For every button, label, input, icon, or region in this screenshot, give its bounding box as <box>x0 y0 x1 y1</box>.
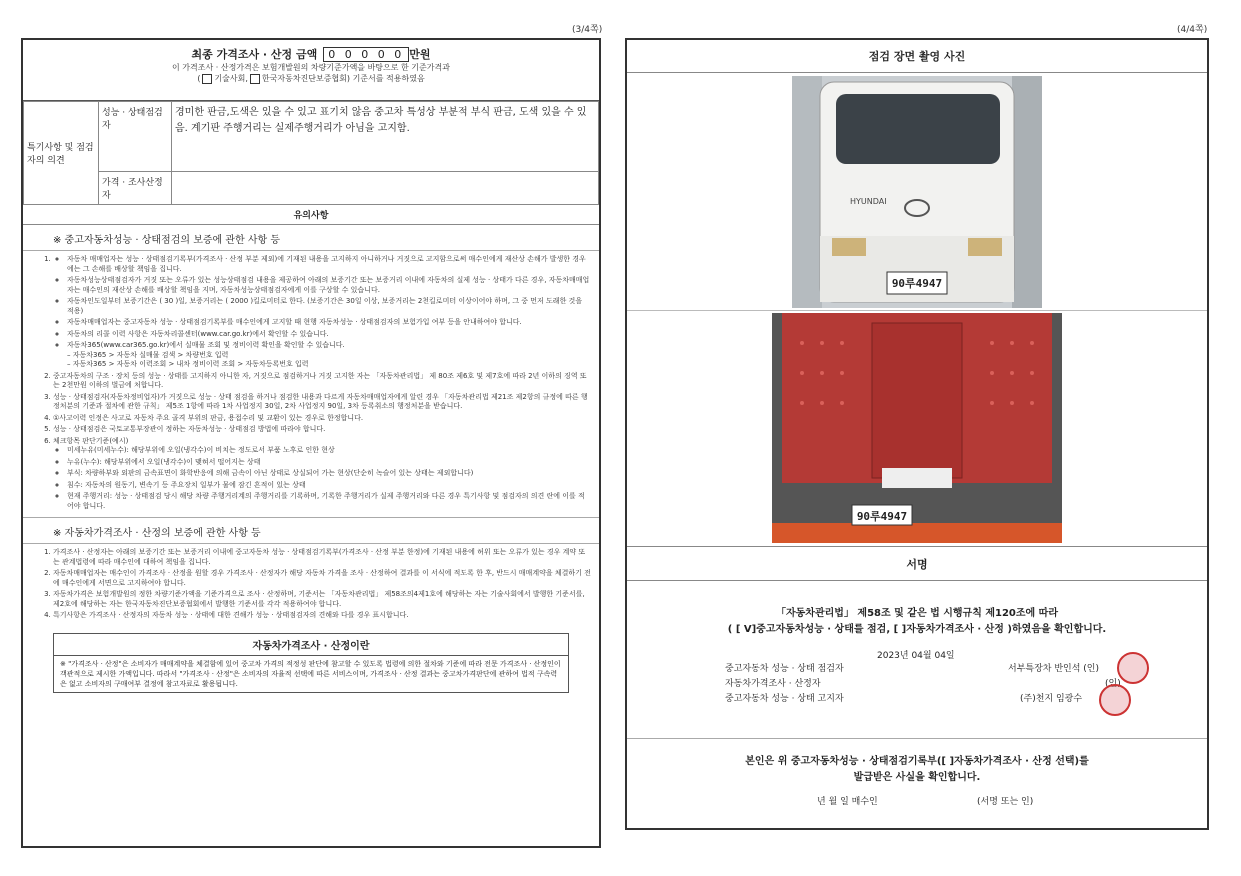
list-item: ◦ 자동차성능상태점검자가 거짓 또는 오류가 있는 성능상태점검 내용을 제공하여 아래의 보증기간 또는 보증거리 이내에 자동차의 실제 성능 · 상태가 다른 경우, 자동차매매업자는 매수인의 재산상 손해를 배상할 책임을 지며, 자동차성능상태점검자에게 이를 구상할 수 있습니다. <box>67 276 591 295</box>
list-item: ◦ 1. 자동차 매매업자는 성능 · 상태점검기록부(가격조사 · 산정 부분 제외)에 기재된 내용을 고지하지 아니하거나 거짓으로 고지함으로써 매수인에게 재산상 손해가 발생한 경우에는 그 손해를 배상할 책임을 집니다. <box>67 255 591 274</box>
receipt-line-2: 발급받은 사실을 확인합니다. <box>853 772 981 783</box>
list-item: 3. 자동차가격은 보험개발원의 정한 차량기준가액을 기준가격으로 조사 · 산정하며, 기준서는 「자동차관리법」 제58조의4제1호에 해당하는 자는 기술사회에서 발행한 기준서를, 제2호에 해당하는 자는 한국자동차진단보증협회에서 발행한 기준서를 각각 적용하여야 합니다. <box>53 590 591 609</box>
appraiser-opinion <box>172 172 599 205</box>
inspector-label: 성능 · 상태점검자 <box>99 102 172 172</box>
receipt-divider <box>627 738 1207 739</box>
signer-list <box>725 662 1145 707</box>
truck-rear-photo <box>772 313 1062 543</box>
price-definition-text: ※ "가격조사 · 산정"은 소비자가 매매계약을 체결함에 있어 중고차 가격의 적정성 판단에 참고할 수 있도록 법령에 의한 절차와 기준에 따라 전문 가격조사 · 산정인이 객관적으로 제시한 가액입니다. 따라서 "가격조사 · 산정"은 소비자의 자율적 선택에 따른 서비스이며, 가격조사 · 산정 결과는 중고차가격판단에 관하여 법적 구속력은 없고 소비자의 구매여부 결정에 참고자료로 활용됩니다. <box>60 659 561 688</box>
list-item: – 자동차365 > 자동차 실매물 검색 > 차량번호 입력 <box>67 350 229 359</box>
final-price-title: 최종 가격조사 · 산정 금액 <box>191 48 318 61</box>
checkbox-icon <box>202 74 212 84</box>
list-item: ◦ 침수: 자동차의 원동기, 변속기 등 주요장치 일부가 물에 잠긴 흔적이 있는 상태 <box>67 481 591 491</box>
list-item: 2. 중고자동차의 구조 · 장치 등의 성능 · 상태를 고지하지 아니한 자, 거짓으로 점검하거나 거짓 고지한 자는 「자동차관리법」 제 80조 제6호 및 제7호에 따라 2년 이하의 징역 또는 2천만원 이하의 벌금에 처합니다. <box>53 372 591 391</box>
buyer-sign: (서명 또는 인) <box>977 797 1034 807</box>
section-heading-inspection: ※ 중고자동차성능 · 상태점검의 보증에 관한 사항 등 <box>23 225 599 251</box>
list-item: ◦ 누유(누수): 해당부위에서 오일(냉각수)이 맺혀서 떨어지는 상태 <box>67 458 591 468</box>
inspector-opinion: 경미한 판금,도색은 있을 수 있고 표기치 않음 중고차 특성상 부분적 부식 판금, 도색 있을 수 있음. 계기판 주행거리는 실제주행거리가 아님을 고지함. <box>172 102 599 172</box>
inspection-notice-list <box>23 251 599 517</box>
list-item: ◦ 자동차매매업자는 중고자동차 성능 · 상태점검기록부를 매수인에게 고지할 때 현행 자동차성능 · 상태점검자의 보험가입 여부 등을 안내하여야 합니다. <box>67 318 591 328</box>
law-statement <box>627 606 1207 638</box>
signer-name: 서부특장차 반인석 (인) <box>1008 664 1099 674</box>
svg-text:HYUNDAI: HYUNDAI <box>850 197 887 206</box>
receipt-line-1: 본인은 위 중고자동차성능 · 상태점검기록부([ ]자동차가격조사 · 산정 선택)를 <box>745 756 1089 767</box>
photo-divider <box>627 310 1207 311</box>
right-page <box>625 38 1209 830</box>
list-item: – 자동차365 > 자동차 이력조회 > 내차 정비이력 조회 > 자동차등록번호 입력 <box>67 360 309 368</box>
law-line-1: 「자동차관리법」 제58조 및 같은 법 시행규칙 제120조에 따라 <box>775 608 1059 619</box>
buyer-line: 년 월 일 매수인 <box>817 797 878 807</box>
price-desc-b: 한국자동차진단보증협회) 기준서를 적용하였음 <box>261 74 425 83</box>
signer-role: 자동차가격조사 · 산정자 <box>725 679 821 689</box>
checkbox-icon <box>250 74 260 84</box>
left-page <box>21 38 601 848</box>
license-plate-rear: 90루4947 <box>856 510 908 523</box>
seal-stamp-icon <box>1099 684 1131 716</box>
paren-open: ( <box>197 74 201 83</box>
price-notice-list <box>23 544 599 627</box>
page-number-left: (3/4쪽) <box>572 25 603 35</box>
photo-bottom-divider <box>627 546 1207 547</box>
price-definition-title: 자동차가격조사 · 산정이란 <box>54 634 568 656</box>
signer-name: (주)천지 임광수 <box>1020 694 1083 704</box>
list-item: 자동차365(www.car365.go.kr)에서 실매물 조회 및 정비이력 확인을 확인할 수 있습니다. <box>67 341 345 349</box>
signer-role: 중고자동차 성능 · 상태 점검자 <box>725 664 844 674</box>
list-item: ◦ 현재 주행거리: 성능 · 상태점검 당시 해당 차량 주행거리계의 주행거리를 기록하며, 기록한 주행거리가 실제 주행거리와 다른 경우 특기사항 및 점검자의 의견 란에 이를 적어야 합니다. <box>67 492 591 511</box>
receipt-statement <box>627 754 1207 786</box>
price-desc-a: 기술사회, <box>214 74 248 83</box>
price-definition-box <box>53 633 569 693</box>
law-line-2: ( [ V]중고자동차성능 · 상태를 점검, [ ]자동차가격조사 · 산정 )하였음을 확인합니다. <box>727 624 1107 635</box>
list-item: 1. 가격조사 · 산정자는 아래의 보증기간 또는 보증거리 이내에 중고자동차 성능 · 상태점검기록부(가격조사 · 산정 부분 한정)에 기재된 내용에 허위 또는 오류가 있는 경우 계약 또는 관계법령에 따라 매수인에 대하여 책임을 집니다. <box>53 548 591 567</box>
signer-role: 중고자동차 성능 · 상태 고지자 <box>725 694 844 704</box>
list-item: 2. 자동차매매업자는 매수인이 가격조사 · 산정을 원할 경우 가격조사 · 산정자가 해당 자동차 가격을 조사 · 산정하여 결과를 이 서식에 적도록 한 후, 반드시 매매계약을 체결하기 전에 매수인에게 서면으로 고지하여야 합니다. <box>53 569 591 588</box>
amount-digits: 0 0 0 0 0 <box>323 47 409 62</box>
appraiser-label: 가격 · 조사산정자 <box>99 172 172 205</box>
price-desc-line1: 이 가격조사 · 산정가격은 보험개발원의 차량기준가액을 바탕으로 한 기준가격과 <box>172 63 450 72</box>
truck-front-photo <box>792 76 1042 308</box>
page-number-right: (4/4쪽) <box>1177 25 1208 35</box>
list-item: 3. 성능 · 상태점검자(자동차정비업자)가 거짓으로 성능 · 상태 점검을 하거나 점검한 내용과 다르게 자동차매매업자에게 알린 경우 「자동차관리법 제21조 제2항의 규정에 따른 행정처분의 기준과 절차에 관한 규칙」 제5조 1항에 따라 1차 사업정지 30일, 2차 사업정지 90일, 3차 등록취소의 행정처분을 받습니다. <box>53 393 591 412</box>
final-price-header <box>23 46 599 101</box>
notice-title: 유의사항 <box>23 205 599 225</box>
list-item: ◦ 부식: 차량하부와 외판의 금속표면이 화학반응에 의해 금속이 아닌 상태로 상실되어 가는 현상(단순히 녹슬어 있는 상태는 제외합니다) <box>67 469 591 479</box>
license-plate-front: 90루4947 <box>891 277 943 290</box>
opinion-label: 특기사항 및 점검자의 의견 <box>24 102 99 205</box>
section-heading-price: ※ 자동차가격조사 · 산정의 보증에 관한 사항 등 <box>23 517 599 544</box>
list-item: 4. ①사고이력 인정은 사고로 자동차 주요 골격 부위의 판금, 용접수리 및 교환이 있는 경우로 한정합니다. <box>53 414 591 424</box>
opinion-table <box>23 101 599 205</box>
signer-name: (인) <box>1105 679 1121 689</box>
list-item: ◦ 자동차인도일부터 보증기간은 ( 30 )일, 보증거리는 ( 2000 )킬로미터로 한다. (보증기간은 30일 이상, 보증거리는 2천킬로미터 이상이어야 하며, 그 중 먼저 도래한 것을 적용) <box>67 297 591 316</box>
list-item: ◦ 미세누유(미세누수): 해당부위에 오일(냉각수)이 비치는 정도로서 부품 노후로 인한 현상 <box>67 446 591 456</box>
truck-front-icon <box>792 76 1042 308</box>
list-item: 4. 특기사항은 가격조사 · 산정자의 자동차 성능 · 상태에 대한 견해가 성능 · 상태점검자의 견해와 다를 경우 표시합니다. <box>53 611 591 621</box>
seal-stamp-icon <box>1117 652 1149 684</box>
list-item: 체크항목 판단기준(예시) <box>53 436 129 445</box>
list-item: 5. 성능 · 상태점검은 국토교통부장관이 정하는 자동차성능 · 상태점검 방법에 따라야 합니다. <box>53 425 591 435</box>
sign-date: 2023년 04월 04일 <box>877 651 955 661</box>
list-item: ◦ 자동차의 리콜 이력 사항은 자동차리콜센터(www.car.go.kr)에서 확인할 수 있습니다. <box>67 330 591 340</box>
signature-section-title: 서명 <box>627 548 1207 581</box>
amount-unit: 만원 <box>409 48 431 61</box>
photo-section-title: 점검 장면 촬영 사진 <box>627 40 1207 73</box>
truck-rear-icon <box>772 313 1062 543</box>
